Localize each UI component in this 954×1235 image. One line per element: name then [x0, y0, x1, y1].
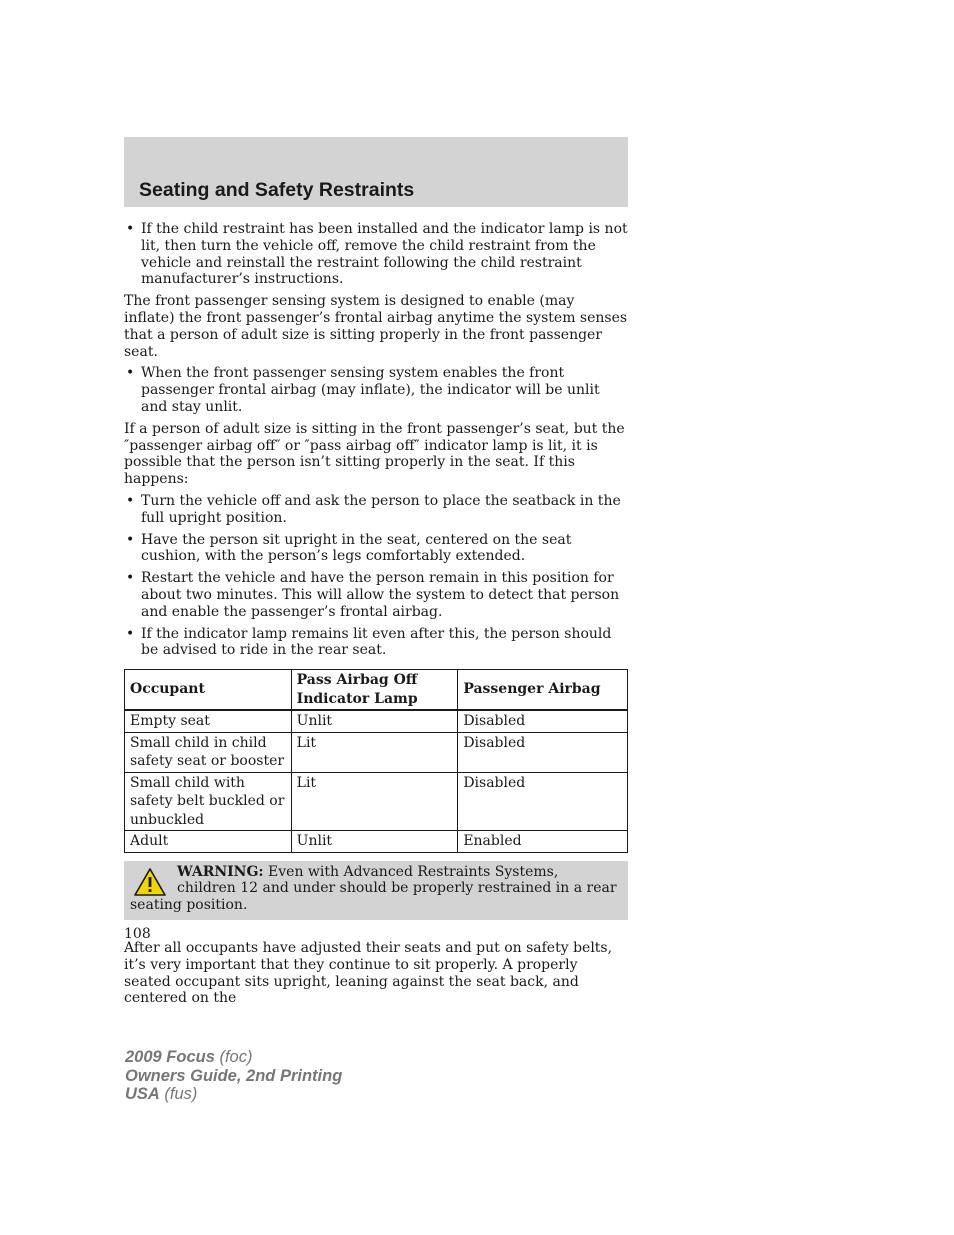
bullet-text: If the child restraint has been installed and the indicator lamp is not lit, then turn the vehicle off, remove the child restraint from the vehicle and reinstall the restraint following the child restraint manufacturer’s instructions. [141, 221, 628, 288]
list-item [124, 221, 628, 288]
table-row [125, 732, 628, 772]
table-cell: Disabled [458, 732, 628, 772]
bullet-list-enable [124, 365, 628, 415]
table-cell: Disabled [458, 772, 628, 831]
warning-label: WARNING: [177, 863, 264, 880]
paragraph-after-occupants: After all occupants have adjusted their seats and put on safety belts, it’s very important that they continue to sit properly. A properly seated occupant sits upright, leaning against the seat back, and centered on the [124, 940, 613, 1007]
footer-line-market: USA (fus) [125, 1085, 198, 1103]
bullet-list-reinstall [124, 221, 628, 288]
table-header-row [125, 670, 628, 711]
paragraph-adult-size: If a person of adult size is sitting in the front passenger’s seat, but the ″passenger airbag off″ or ″pass airbag off″ indicator lamp is lit, it is possible that the person isn’t sitting properly in the seat. If this happens: [124, 420, 625, 488]
table-cell: Lit [291, 772, 458, 831]
bullet-text: When the front passenger sensing system enables the front passenger frontal airbag (may inflate), the indicator will be unlit and stay unlit. [141, 365, 600, 415]
bullet-text: Turn the vehicle off and ask the person to place the seatback in the full upright position. [141, 492, 621, 526]
bullet-glyph: • [126, 625, 135, 642]
table-cell: Unlit [291, 710, 458, 732]
table-cell: Lit [291, 732, 458, 772]
bullet-text: Have the person sit upright in the seat, centered on the seat cushion, with the person’s legs comfortably extended. [141, 531, 572, 565]
list-item [124, 532, 628, 566]
bullet-list-steps [124, 493, 628, 659]
footer-line-model: 2009 Focus (foc) [125, 1048, 253, 1066]
list-item [124, 570, 628, 620]
bullet-text: Restart the vehicle and have the person remain in this position for about two minutes. This will allow the system to detect that person and enable the passenger’s frontal airbag. [141, 570, 620, 620]
warning-box [124, 861, 628, 920]
bullet-glyph: • [126, 365, 135, 382]
page-number: 108 [124, 926, 151, 942]
bullet-glyph: • [126, 492, 135, 509]
bullet-glyph: • [126, 221, 135, 237]
paragraph-sensing-system: The front passenger sensing system is designed to enable (may inflate) the front passenger’s frontal airbag anytime the system senses that a person of adult size is sitting properly in the front passenger seat. [124, 293, 628, 360]
table-cell: Unlit [291, 831, 458, 853]
list-item [124, 493, 628, 527]
bullet-glyph: • [126, 570, 135, 587]
occupant-airbag-table [124, 669, 628, 853]
page-content [124, 221, 628, 1012]
table-cell: Empty seat [125, 710, 292, 732]
table-row [125, 772, 628, 831]
table-cell: Enabled [458, 831, 628, 853]
table-cell: Disabled [458, 710, 628, 732]
list-item [124, 365, 628, 415]
list-item [124, 626, 628, 660]
warning-text: Even with Advanced Restraints Systems, children 12 and under should be properly restrained in a rear seating position. [130, 863, 617, 914]
table-cell: Small child in child safety seat or booster [125, 732, 292, 772]
bullet-glyph: • [126, 531, 135, 548]
column-header-indicator-lamp: Pass Airbag Off Indicator Lamp [291, 670, 458, 711]
section-title: Seating and Safety Restraints [139, 179, 415, 201]
table-row [125, 831, 628, 853]
table-cell: Adult [125, 831, 292, 853]
document-footer [125, 1048, 342, 1104]
footer-line-guide: Owners Guide, 2nd Printing [125, 1066, 343, 1085]
column-header-occupant: Occupant [125, 670, 292, 711]
table-row [125, 710, 628, 732]
bullet-text: If the indicator lamp remains lit even after this, the person should be advised to ride in the rear seat. [141, 625, 612, 659]
column-header-passenger-airbag: Passenger Airbag [458, 670, 628, 711]
section-header-band [124, 137, 628, 207]
warning-triangle-icon [133, 867, 167, 897]
table-cell: Small child with safety belt buckled or unbuckled [125, 772, 292, 831]
